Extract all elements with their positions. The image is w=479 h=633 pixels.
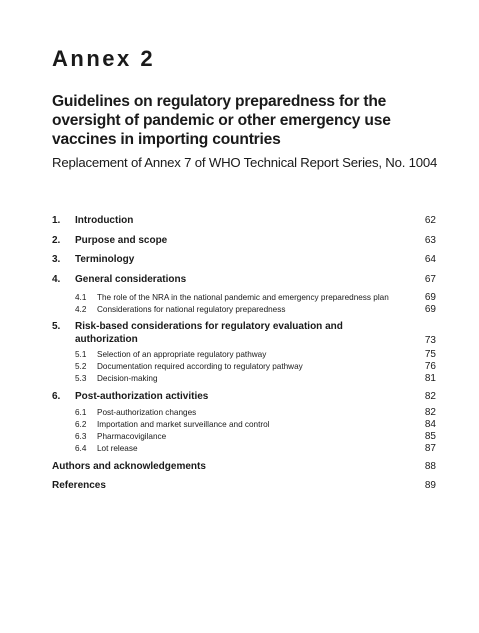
toc-subentry-decision-making[interactable] xyxy=(52,371,436,387)
toc-entry-page: 67 xyxy=(424,274,436,285)
toc-entry-page: 75 xyxy=(424,349,436,360)
toc-entry-number: 2. xyxy=(52,235,61,246)
toc-entry-label: Purpose and scope xyxy=(75,235,168,246)
document-subtitle: Replacement of Annex 7 of WHO Technical Report Series, No. 1004 xyxy=(52,155,438,170)
toc-entry-label: Post-authorization changes xyxy=(97,408,197,417)
toc-entry-label: Pharmacovigilance xyxy=(97,432,167,441)
toc-entry-page: 62 xyxy=(424,215,436,226)
toc-entry-purpose-and-scope[interactable] xyxy=(52,233,436,249)
toc-entry-authors-and-acknowledgements[interactable] xyxy=(52,459,436,475)
toc-subentry-national-regulatory-preparedness[interactable] xyxy=(52,302,436,318)
toc-entry-number: 5.2 xyxy=(75,362,87,371)
toc-entry-number: 4.2 xyxy=(75,305,87,314)
toc-entry-page: 84 xyxy=(424,419,436,430)
toc-entry-number: 6.4 xyxy=(75,444,87,453)
toc-entry-page: 82 xyxy=(424,391,436,402)
toc-entry-number: 5. xyxy=(52,321,61,332)
annex-label: Annex 2 xyxy=(52,46,156,71)
toc-entry-label: Introduction xyxy=(75,215,134,226)
toc-entry-label: Terminology xyxy=(75,254,135,265)
toc-entry-label: Authors and acknowledgements xyxy=(52,461,206,472)
toc-entry-label: Selection of an appropriate regulatory pathway xyxy=(97,350,267,359)
document-title: Guidelines on regulatory preparedness for the oversight of pandemic or other emergency use vaccines in importing countries xyxy=(52,93,391,148)
toc-entry-references[interactable] xyxy=(52,478,436,494)
toc-entry-number: 6.3 xyxy=(75,432,87,441)
toc-entry-page: 64 xyxy=(424,254,436,265)
toc-entry-page: 63 xyxy=(424,235,436,246)
toc-entry-label: Lot release xyxy=(97,444,138,453)
toc-entry-risk-based-considerations[interactable] xyxy=(52,319,436,349)
toc-entry-number: 5.3 xyxy=(75,374,87,383)
toc-entry-label: Documentation required according to regulatory pathway xyxy=(97,362,303,371)
toc-entry-label: The role of the NRA in the national pandemic and emergency preparedness plan xyxy=(97,293,389,302)
toc-entry-number: 6.1 xyxy=(75,408,87,417)
toc-entry-number: 4.1 xyxy=(75,293,87,302)
toc-entry-label: Decision-making xyxy=(97,374,158,383)
toc-entry-number: 3. xyxy=(52,254,61,265)
toc-subentry-lot-release[interactable] xyxy=(52,441,436,457)
toc-entry-label: Risk-based considerations for regulatory evaluation and authorization xyxy=(75,321,343,345)
toc-entry-number: 1. xyxy=(52,215,61,226)
toc-entry-introduction[interactable] xyxy=(52,213,436,229)
toc-entry-page: 81 xyxy=(424,373,436,384)
toc-entry-number: 6. xyxy=(52,391,61,402)
toc-entry-label: Post-authorization activities xyxy=(75,391,209,402)
toc-entry-page: 73 xyxy=(424,335,436,346)
toc-entry-page: 85 xyxy=(424,431,436,442)
toc-entry-terminology[interactable] xyxy=(52,252,436,268)
toc-entry-label: Considerations for national regulatory preparedness xyxy=(97,305,286,314)
toc-entry-label: Importation and market surveillance and control xyxy=(97,420,270,429)
toc-entry-page: 87 xyxy=(424,443,436,454)
toc-entry-label: General considerations xyxy=(75,274,187,285)
toc-entry-number: 4. xyxy=(52,274,61,285)
toc-entry-page: 69 xyxy=(424,304,436,315)
toc-entry-general-considerations[interactable] xyxy=(52,272,436,288)
toc-entry-page: 88 xyxy=(424,461,436,472)
toc-entry-page: 69 xyxy=(424,292,436,303)
toc-entry-page: 76 xyxy=(424,361,436,372)
toc-entry-post-authorization-activities[interactable] xyxy=(52,389,436,405)
toc-entry-number: 5.1 xyxy=(75,350,87,359)
toc-entry-page: 89 xyxy=(424,480,436,491)
toc-entry-label: References xyxy=(52,480,106,491)
toc-entry-number: 6.2 xyxy=(75,420,87,429)
toc-entry-page: 82 xyxy=(424,407,436,418)
